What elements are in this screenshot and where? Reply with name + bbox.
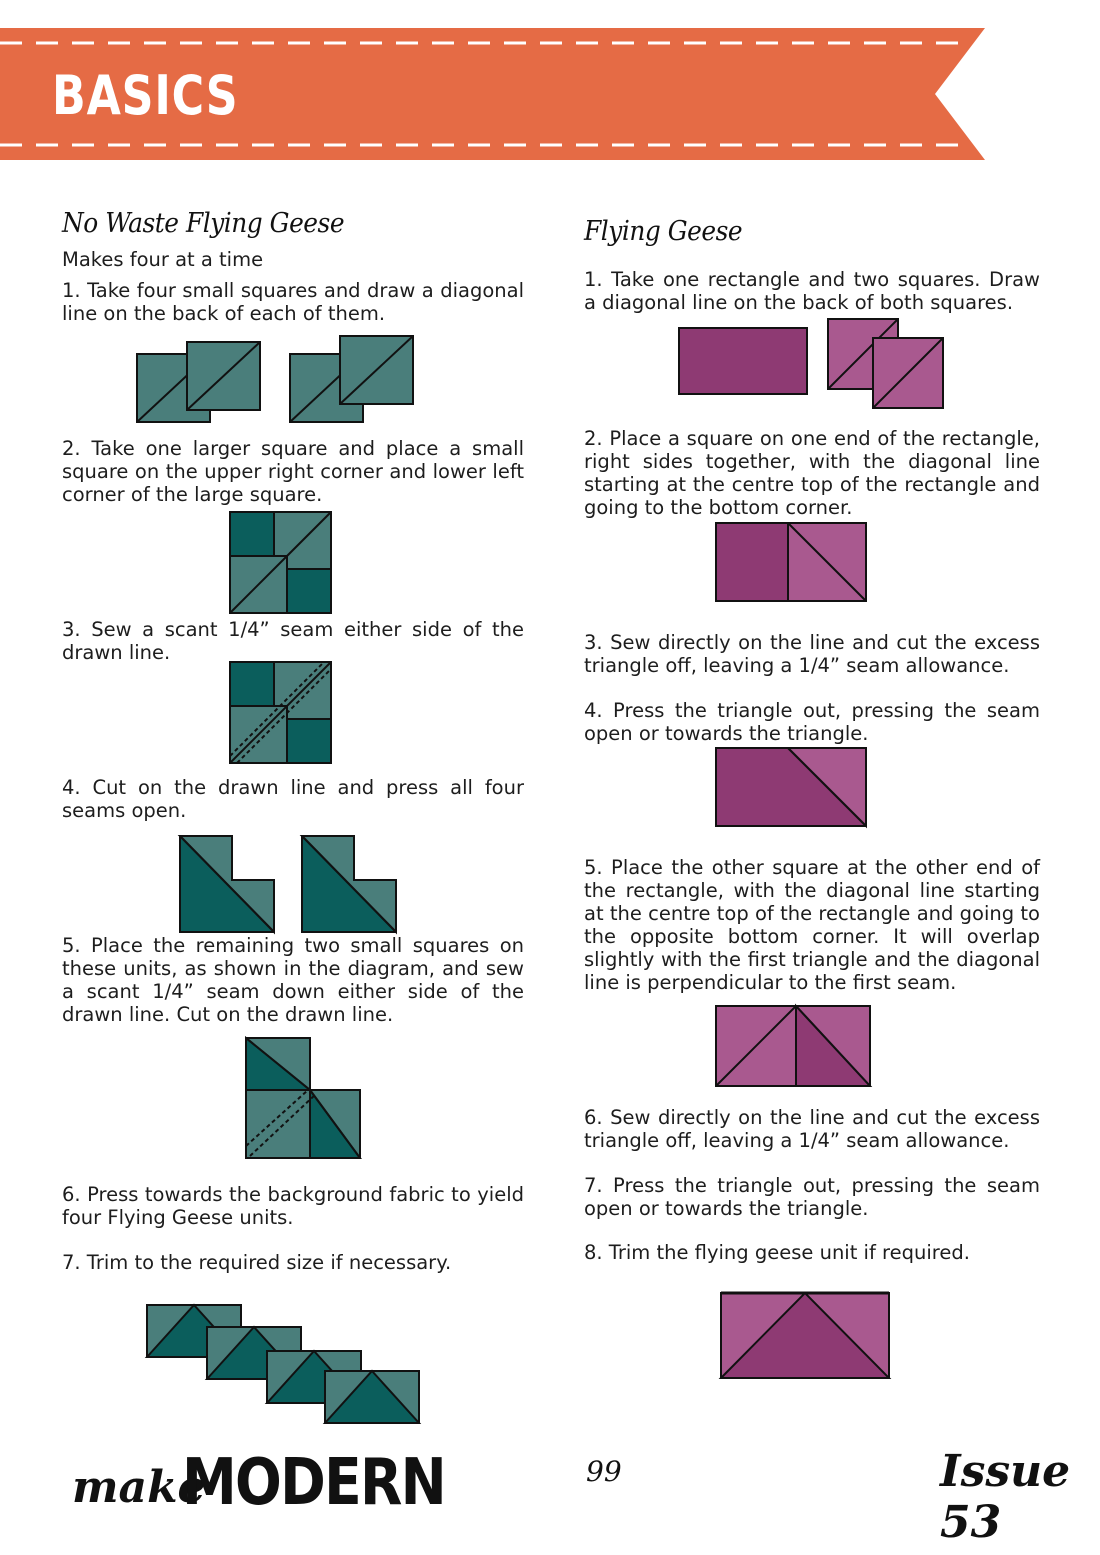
left-step-3: 3. Sew a scant 1/4” seam either side of the drawn line. [62,618,524,664]
fig-right-1-rect-squares [676,316,948,412]
right-step-3: 3. Sew directly on the line and cut the excess triangle off, leaving a 1/4” seam allowance. [584,631,1040,677]
brand-logo-bold: MODERN [182,1446,445,1520]
left-step-2: 2. Take one larger square and place a small square on the upper right corner and lower left corner of the large square. [62,437,524,506]
right-step-2: 2. Place a square on one end of the rectangle, right sides together, with the diagonal line starting at the centre top of the rectangle and going to the bottom corner. [584,427,1040,519]
fig-left-1-squares [130,330,420,430]
goose-unit-4 [325,1371,419,1423]
left-step-4: 4. Cut on the drawn line and press all four seams open. [62,776,524,822]
right-step-6: 6. Sew directly on the line and cut the excess triangle off, leaving a 1/4” seam allowance. [584,1106,1040,1152]
fig-left-4-cut-units [176,834,402,936]
fig-left-7-geese-units [144,1302,424,1428]
fig-left-5-unit-sew [244,1036,364,1162]
page-number: 99 [586,1455,622,1488]
right-step-1: 1. Take one rectangle and two squares. Draw a diagonal line on the back of both squares. [584,268,1040,314]
left-step-6: 6. Press towards the background fabric to yield four Flying Geese units. [62,1183,524,1229]
left-step-7: 7. Trim to the required size if necessary. [62,1251,452,1274]
right-step-7: 7. Press the triangle out, pressing the seam open or towards the triangle. [584,1174,1040,1220]
left-step-1: 1. Take four small squares and draw a diagonal line on the back of each of them. [62,279,524,325]
fig-right-8-finished-geese [719,1290,893,1382]
left-heading: No Waste Flying Geese [62,208,345,239]
right-heading: Flying Geese [584,216,743,247]
fig-right-4-pressed-triangle [714,746,870,830]
left-subheading: Makes four at a time [62,248,264,271]
issue-label: Issue 53 [940,1446,1071,1548]
left-step-5: 5. Place the remaining two small squares on these units, as shown in the diagram, and sew a scant 1/4” seam down either side of the drawn line. Cut on the drawn line. [62,934,524,1026]
fig-left-3-seams [228,660,334,766]
right-step-4: 4. Press the triangle out, pressing the seam open or towards the triangle. [584,699,1040,745]
brand-logo-script: make [72,1462,206,1513]
fig-right-5-second-square [714,1004,876,1092]
fig-left-2-large-square [228,510,334,616]
section-title: BASICS [52,64,239,127]
fig-right-2-square-on-rect [714,521,870,605]
right-step-8: 8. Trim the flying geese unit if required. [584,1241,970,1264]
right-step-5: 5. Place the other square at the other end of the rectangle, with the diagonal line starting at the centre top of the rectangle and going to the opposite bottom corner. It will overlap slightly with the first triangle and the diagonal line is perpendicular to the first seam. [584,856,1040,994]
